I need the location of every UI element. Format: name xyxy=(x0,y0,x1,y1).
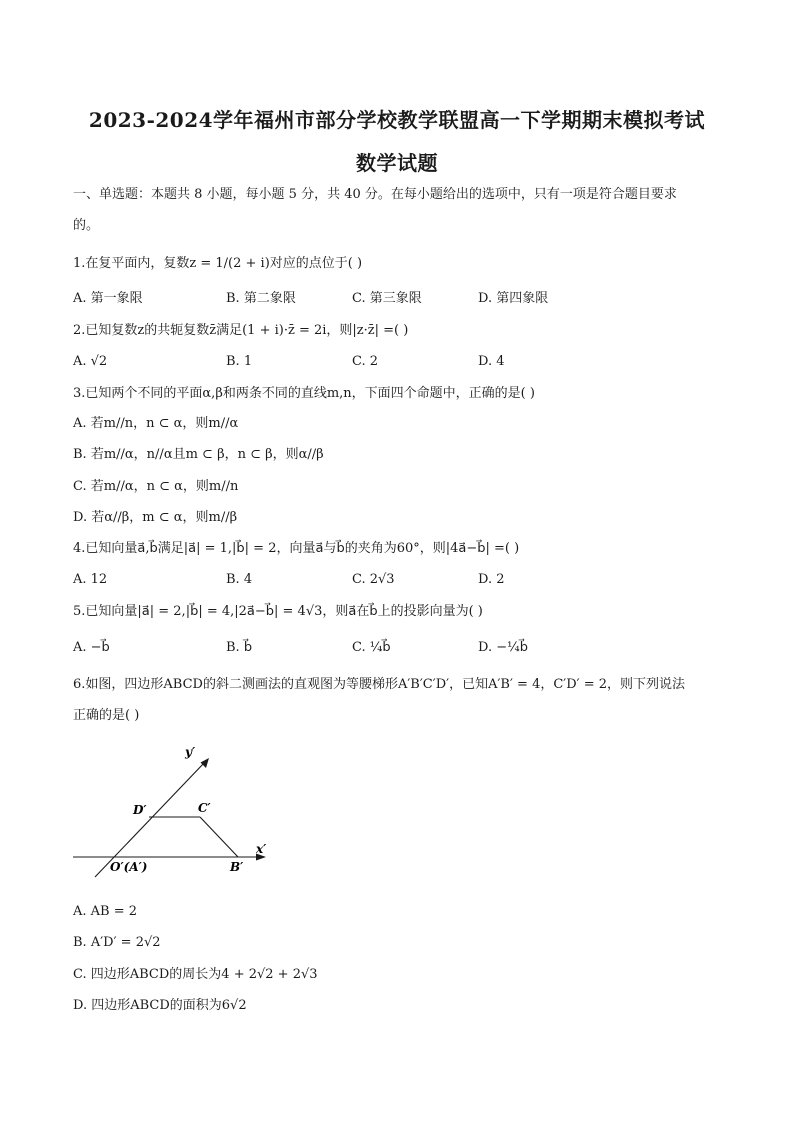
question-5-option-c: C. ¼b⃗ xyxy=(352,640,391,655)
trapezoid-figure xyxy=(60,740,290,890)
question-4-option-b: B. 4 xyxy=(226,572,253,587)
question-1-option-c: C. 第三象限 xyxy=(352,291,422,306)
question-6-option-d: D. 四边形ABCD的面积为6√2 xyxy=(73,998,247,1013)
label-x: x′ xyxy=(256,842,267,856)
question-5-option-a: A. −b⃗ xyxy=(73,640,110,655)
question-2-option-a: A. √2 xyxy=(73,354,108,369)
question-3-option-b: B. 若m//α，n//α且m ⊂ β，n ⊂ β，则α//β xyxy=(73,447,324,462)
question-4-option-d: D. 2 xyxy=(478,572,505,587)
question-4-option-a: A. 12 xyxy=(73,572,108,587)
question-1-stem: 1.在复平面内，复数z = 1/(2 + i)对应的点位于( ) xyxy=(73,256,363,271)
question-5-option-d: D. −¼b⃗ xyxy=(478,640,528,655)
question-1-option-b: B. 第二象限 xyxy=(226,291,296,306)
question-2-option-d: D. 4 xyxy=(478,354,505,369)
label-y: y′ xyxy=(185,745,196,759)
section-instructions: 一、单选题：本题共 8 小题，每小题 5 分，共 40 分。在每小题给出的选项中，只有一项是符合题目要求 xyxy=(73,187,677,202)
question-1-option-d: D. 第四象限 xyxy=(478,291,549,306)
label-b: B′ xyxy=(230,860,244,874)
question-4-stem: 4.已知向量a⃗,b⃗满足|a⃗| = 1,|b⃗| = 2，向量a⃗与b⃗的夹角为60°，则|4a⃗−b⃗| =( ) xyxy=(73,541,520,556)
label-o: O′(A′) xyxy=(110,860,148,874)
question-3-option-a: A. 若m//n，n ⊂ α，则m//α xyxy=(73,416,239,431)
question-6-option-b: B. A′D′ = 2√2 xyxy=(73,935,161,950)
question-6-option-c: C. 四边形ABCD的周长为4 + 2√2 + 2√3 xyxy=(73,967,318,982)
question-6-stem: 6.如图，四边形ABCD的斜二测画法的直观图为等腰梯形A′B′C′D′，已知A′B′ = 4，C′D′ = 2，则下列说法 xyxy=(73,677,686,692)
question-6-option-a: A. AB = 2 xyxy=(73,904,138,919)
question-2-option-b: B. 1 xyxy=(226,354,253,369)
question-3-stem: 3.已知两个不同的平面α,β和两条不同的直线m,n，下面四个命题中，正确的是( ) xyxy=(73,386,535,401)
question-2-option-c: C. 2 xyxy=(352,354,379,369)
question-3-option-c: C. 若m//α，n ⊂ α，则m//n xyxy=(73,479,239,494)
exam-subtitle: 数学试题 xyxy=(356,151,438,175)
question-4-option-c: C. 2√3 xyxy=(352,572,395,587)
section-instructions-cont: 的。 xyxy=(73,218,100,233)
question-5-option-b: B. b⃗ xyxy=(226,640,253,655)
question-6-stem-cont: 正确的是( ) xyxy=(73,708,140,723)
question-5-stem: 5.已知向量|a⃗| = 2,|b⃗| = 4,|2a⃗−b⃗| = 4√3，则a⃗在b⃗上的投影向量为( ) xyxy=(73,604,483,619)
label-d: D′ xyxy=(133,803,147,817)
segment-cb xyxy=(200,817,238,857)
question-2-stem: 2.已知复数z的共轭复数z̄满足(1 + i)·z̄ = 2i，则|z·z̄| =( ) xyxy=(73,323,409,338)
label-c: C′ xyxy=(198,801,211,815)
question-1-option-a: A. 第一象限 xyxy=(73,291,143,306)
y-axis-arrow xyxy=(201,758,210,768)
exam-title: 2023-2024学年福州市部分学校教学联盟高一下学期期末模拟考试 xyxy=(88,108,706,132)
question-3-option-d: D. 若α//β，m ⊂ α，则m//β xyxy=(73,510,238,525)
